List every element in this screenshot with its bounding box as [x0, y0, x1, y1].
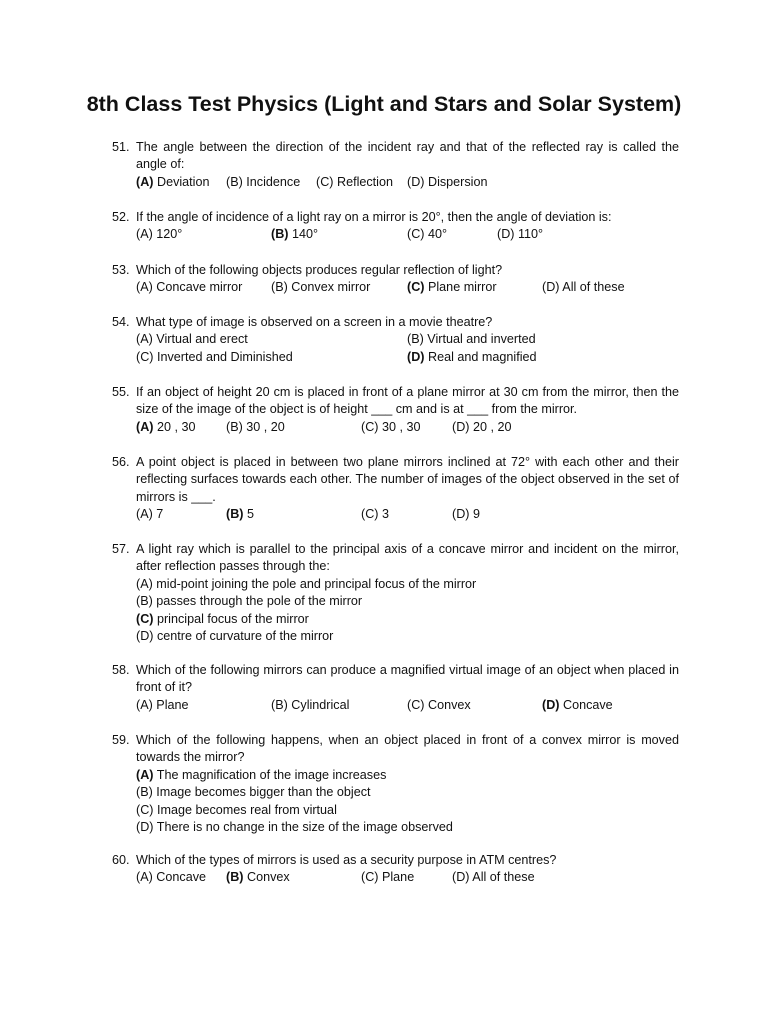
option-b: (B) 140° [271, 227, 319, 242]
option-a: (A) mid-point joining the pole and principal focus of the mirror [136, 576, 477, 591]
page-title: 8th Class Test Physics (Light and Stars and Solar System) [86, 92, 682, 116]
option-a: (A) Virtual and erect [136, 332, 248, 347]
question-number: 59. [112, 733, 130, 747]
option-b: (B) Incidence [226, 174, 301, 189]
option-b: (B) Cylindrical [271, 697, 350, 712]
question-text: A light ray which is parallel to the principal axis of a concave mirror and incident on the mirror, after reflection passes through the: [136, 542, 679, 574]
option-b: (B) Image becomes bigger than the object [136, 785, 371, 800]
question-number: 55. [112, 385, 130, 399]
question-number: 53. [112, 263, 130, 277]
question-number: 56. [112, 455, 130, 469]
question-text: A point object is placed in between two plane mirrors inclined at 72° with each other and their reflecting surfaces towards each other. The number of images of the object observed in the set of mirrors is ___. [136, 455, 679, 504]
option-c: (C) Inverted and Diminished [136, 349, 293, 364]
option-d: (D) 110° [497, 227, 544, 242]
question-text: Which of the following happens, when an object placed in front of a convex mirror is moved towards the mirror? [136, 733, 679, 765]
option-b: (B) 5 [226, 507, 254, 522]
question-number: 52. [112, 210, 130, 224]
option-a: (A) 20 , 30 [136, 419, 196, 434]
option-a: (A) 120° [136, 227, 183, 242]
option-d: (D) 20 , 20 [452, 419, 512, 434]
option-a: (A) 7 [136, 507, 164, 522]
option-c: (C) Image becomes real from virtual [136, 802, 337, 817]
option-d: (D) 9 [452, 507, 480, 522]
question-text: The angle between the direction of the incident ray and that of the reflected ray is called the angle of: [136, 140, 679, 172]
question-text: Which of the types of mirrors is used as a security purpose in ATM centres? [136, 853, 557, 867]
option-b: (B) Convex mirror [271, 280, 371, 295]
option-a: (A) Plane [136, 697, 189, 712]
option-b: (B) Virtual and inverted [407, 332, 536, 347]
option-d: (D) All of these [542, 280, 625, 295]
option-d: (D) centre of curvature of the mirror [136, 629, 334, 644]
option-c: (C) Plane [361, 870, 415, 885]
question-text: If the angle of incidence of a light ray on a mirror is 20°, then the angle of deviation is: [136, 210, 612, 224]
option-c: (C) Convex [407, 697, 471, 712]
option-d: (D) Dispersion [407, 174, 488, 189]
option-b: (B) passes through the pole of the mirror [136, 594, 363, 609]
option-b: (B) 30 , 20 [226, 419, 285, 434]
option-a: (A) Concave mirror [136, 280, 243, 295]
question-number: 54. [112, 315, 130, 329]
option-c: (C) 30 , 30 [361, 419, 421, 434]
question-text: Which of the following mirrors can produce a magnified virtual image of an object when placed in front of it? [136, 663, 679, 695]
option-d: (D) Real and magnified [407, 349, 537, 364]
question-text: If an object of height 20 cm is placed in front of a plane mirror at 30 cm from the mirror, then the size of the image of the object is of height ___ cm and is at ___ from the mirror. [136, 385, 679, 417]
option-c: (C) principal focus of the mirror [136, 611, 309, 626]
question-text: What type of image is observed on a screen in a movie theatre? [136, 315, 493, 329]
option-a: (A) Deviation [136, 174, 210, 189]
question-number: 58. [112, 663, 130, 677]
question-number: 57. [112, 542, 130, 556]
option-c: (C) 40° [407, 227, 448, 242]
option-c: (C) Reflection [316, 174, 393, 189]
option-c: (C) 3 [361, 507, 389, 522]
option-d: (D) Concave [542, 697, 613, 712]
option-d: (D) There is no change in the size of the image observed [136, 820, 453, 835]
option-b: (B) Convex [226, 870, 290, 885]
question-number: 51. [112, 140, 130, 154]
option-a: (A) The magnification of the image increases [136, 767, 387, 782]
option-a: (A) Concave [136, 870, 207, 885]
question-number: 60. [112, 853, 130, 867]
option-c: (C) Plane mirror [407, 280, 497, 295]
option-d: (D) All of these [452, 870, 535, 885]
question-text: Which of the following objects produces regular reflection of light? [136, 263, 503, 277]
